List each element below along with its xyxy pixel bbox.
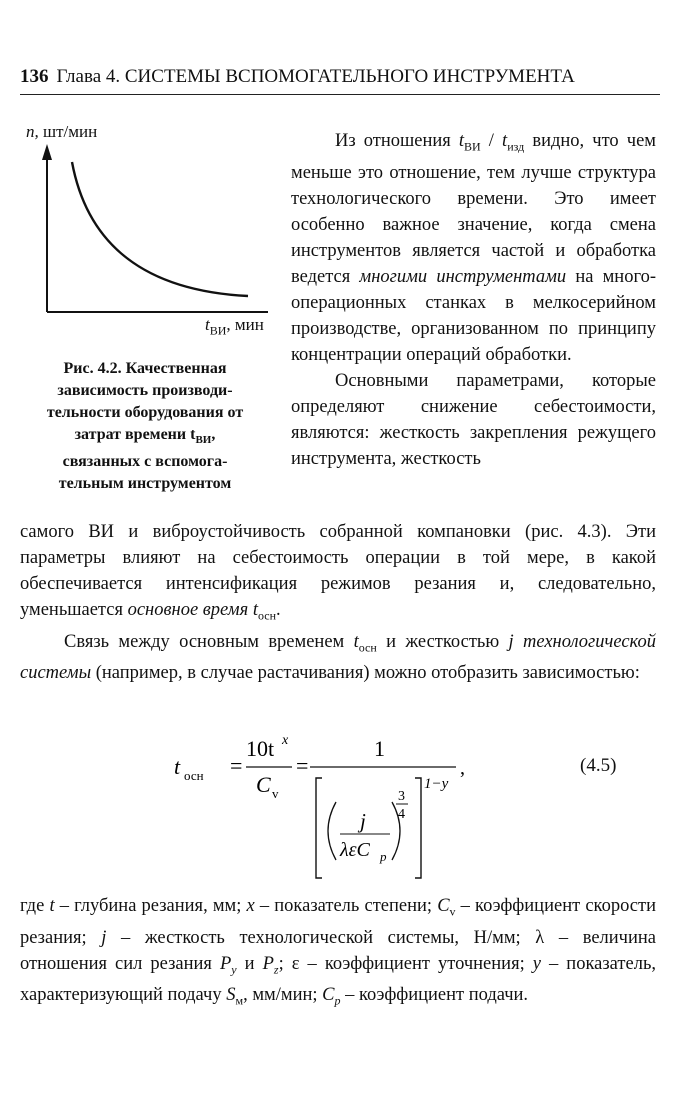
inner-den-sub: p	[380, 849, 387, 864]
formula-comma: ,	[460, 757, 465, 779]
figure-4-2	[20, 122, 270, 502]
variable-definitions	[20, 893, 656, 1014]
inner-den: λεC	[340, 839, 370, 861]
paragraph: Из отношения $t_{ВИ} / t_{изд}$ видно, что чем меньше это отношение, тем лучше структура технологического времени. Это имеет особенно важное значение, когда смена инструментов является частой и обработка ведется многими инструментами на многооперационных станках в мелкосерийном производстве, организованном по принципу концентрации операций обработки.	[291, 131, 656, 365]
formula-4-5	[160, 730, 660, 890]
formula-eq-2: =	[296, 753, 309, 778]
formula-graphic	[160, 730, 580, 890]
running-header	[20, 60, 660, 95]
formula-lhs-t: t	[174, 754, 181, 779]
x-axis-label: $t_{ВИ}$, мин	[205, 315, 264, 338]
exp-den: 4	[398, 807, 405, 822]
figure-caption: Рис. 4.2. Качественная зависимость производи- тельности оборудования от затрат времени $t_{ВИ}$, связанных с вспомога- тельным инструментом	[46, 360, 244, 493]
paragraph: самого ВИ и виброустойчивость собранной компановки (рис. 4.3). Эти параметры влияют на себестоимость операции в той мере, в какой обеспечивается интенсификация режимов резания и, следовательно, уменьшается основное время $t_{осн}$.	[20, 522, 656, 623]
exp-num: 3	[398, 789, 405, 804]
formula-num-2: 1	[374, 736, 385, 761]
left-bracket	[316, 778, 322, 878]
right-column-text	[291, 128, 656, 472]
y-axis-label: n, шт/мин	[26, 122, 98, 141]
formula-eq-1: =	[230, 753, 243, 778]
formula-num-1-exp: x	[282, 733, 289, 748]
paragraph: Основными параметрами, которые определяют снижение себестоимости, являются: жесткость закрепления режущего инструмента, жесткость	[291, 370, 656, 469]
outer-exp: 1−y	[424, 776, 449, 792]
left-paren	[328, 802, 336, 860]
formula-den-1: C	[256, 772, 271, 797]
y-axis-arrow	[42, 144, 52, 160]
formula-lhs-sub: осн	[184, 768, 204, 783]
right-bracket	[415, 778, 421, 878]
chapter-title: Глава 4. СИСТЕМЫ ВСПОМОГАТЕЛЬНОГО ИНСТРУМЕНТА	[56, 66, 575, 87]
body-text	[20, 519, 656, 686]
productivity-curve	[72, 162, 248, 296]
formula-den-1-sub: v	[272, 786, 279, 801]
page-number: 136	[20, 66, 49, 87]
paragraph: где t – глубина резания, мм; x – показатель степени; $C_v$ – коэффициент скорости резания; j – жесткость технологической системы, Н/мм; λ – величина отношения сил резания $P_y$ и $P_z$; ε – коэффициент уточнения; y – показатель, характеризующий подачу $S_м$, мм/мин; $C_p$ – коэффициент подачи.	[20, 896, 657, 1009]
formula-number: (4.5)	[580, 755, 617, 776]
formula-num-1: 10t	[246, 736, 275, 761]
inner-num: j	[360, 809, 366, 833]
productivity-curve-plot	[20, 122, 270, 322]
paragraph: Связь между основным временем $t_{осн}$ и жесткостью j технологической системы (например, в случае растачивания) можно отобразить зависимостью:	[20, 631, 656, 684]
